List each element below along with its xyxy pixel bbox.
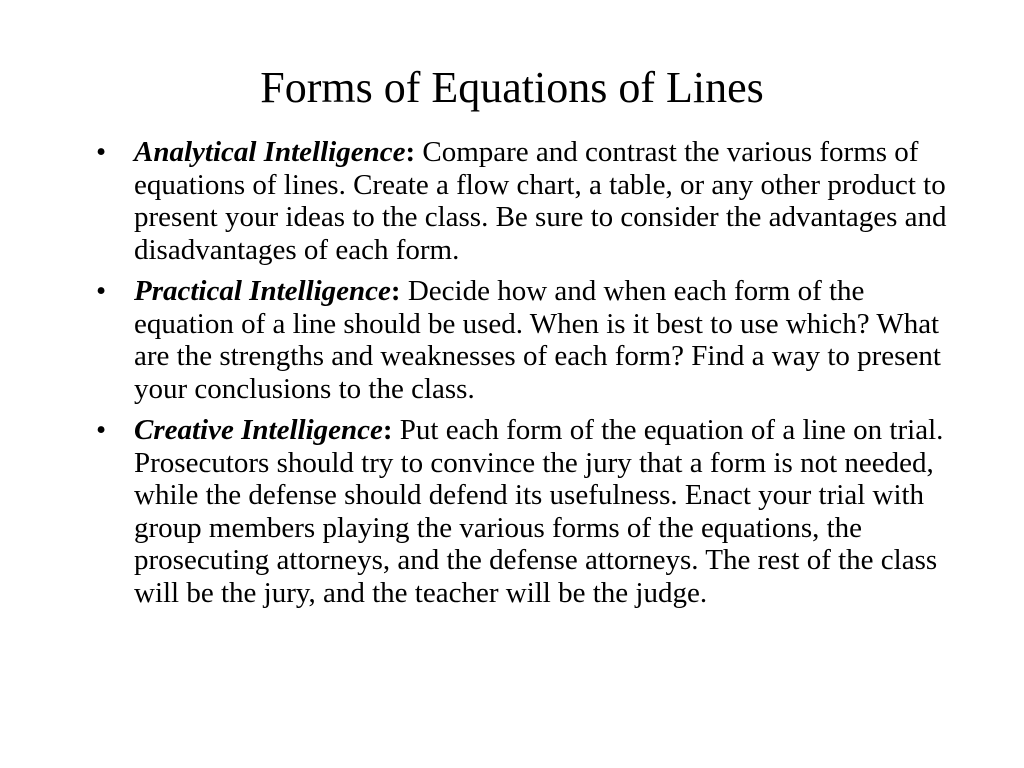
bullet-icon: • <box>96 275 107 307</box>
bullet-icon: • <box>96 414 107 446</box>
bullet-list <box>96 136 956 618</box>
bullet-item-analytical <box>96 136 956 266</box>
bullet-colon: : <box>390 275 401 307</box>
bullet-term: Practical Intelligence <box>134 275 391 307</box>
bullet-item-creative <box>96 414 956 609</box>
bullet-colon: : <box>382 414 393 446</box>
bullet-colon: : <box>405 136 416 168</box>
bullet-text: Put each form of the equation of a line on trial. Prosecutors should try to convince the jury that a form is not needed, while the defense should defend its usefulness. Enact your trial with group members playing the various forms of the equations, the prosecuting attorneys, and the defense attorneys. The rest of the class will be the jury, and the teacher will be the judge. <box>134 414 944 609</box>
bullet-text: Decide how and when each form of the equation of a line should be used. When is it best to use which? What are the strengths and weaknesses of each form? Find a way to present your conclusions to the class. <box>134 275 941 405</box>
bullet-item-practical <box>96 275 956 405</box>
bullet-icon: • <box>96 136 107 168</box>
bullet-term: Creative Intelligence <box>134 414 383 446</box>
bullet-term: Analytical Intelligence <box>134 136 406 168</box>
bullet-text: Compare and contrast the various forms of equations of lines. Create a flow chart, a table, or any other product to present your ideas to the class. Be sure to consider the advantages and disadvantages of each form. <box>134 136 947 266</box>
slide-title: Forms of Equations of Lines <box>260 63 764 112</box>
